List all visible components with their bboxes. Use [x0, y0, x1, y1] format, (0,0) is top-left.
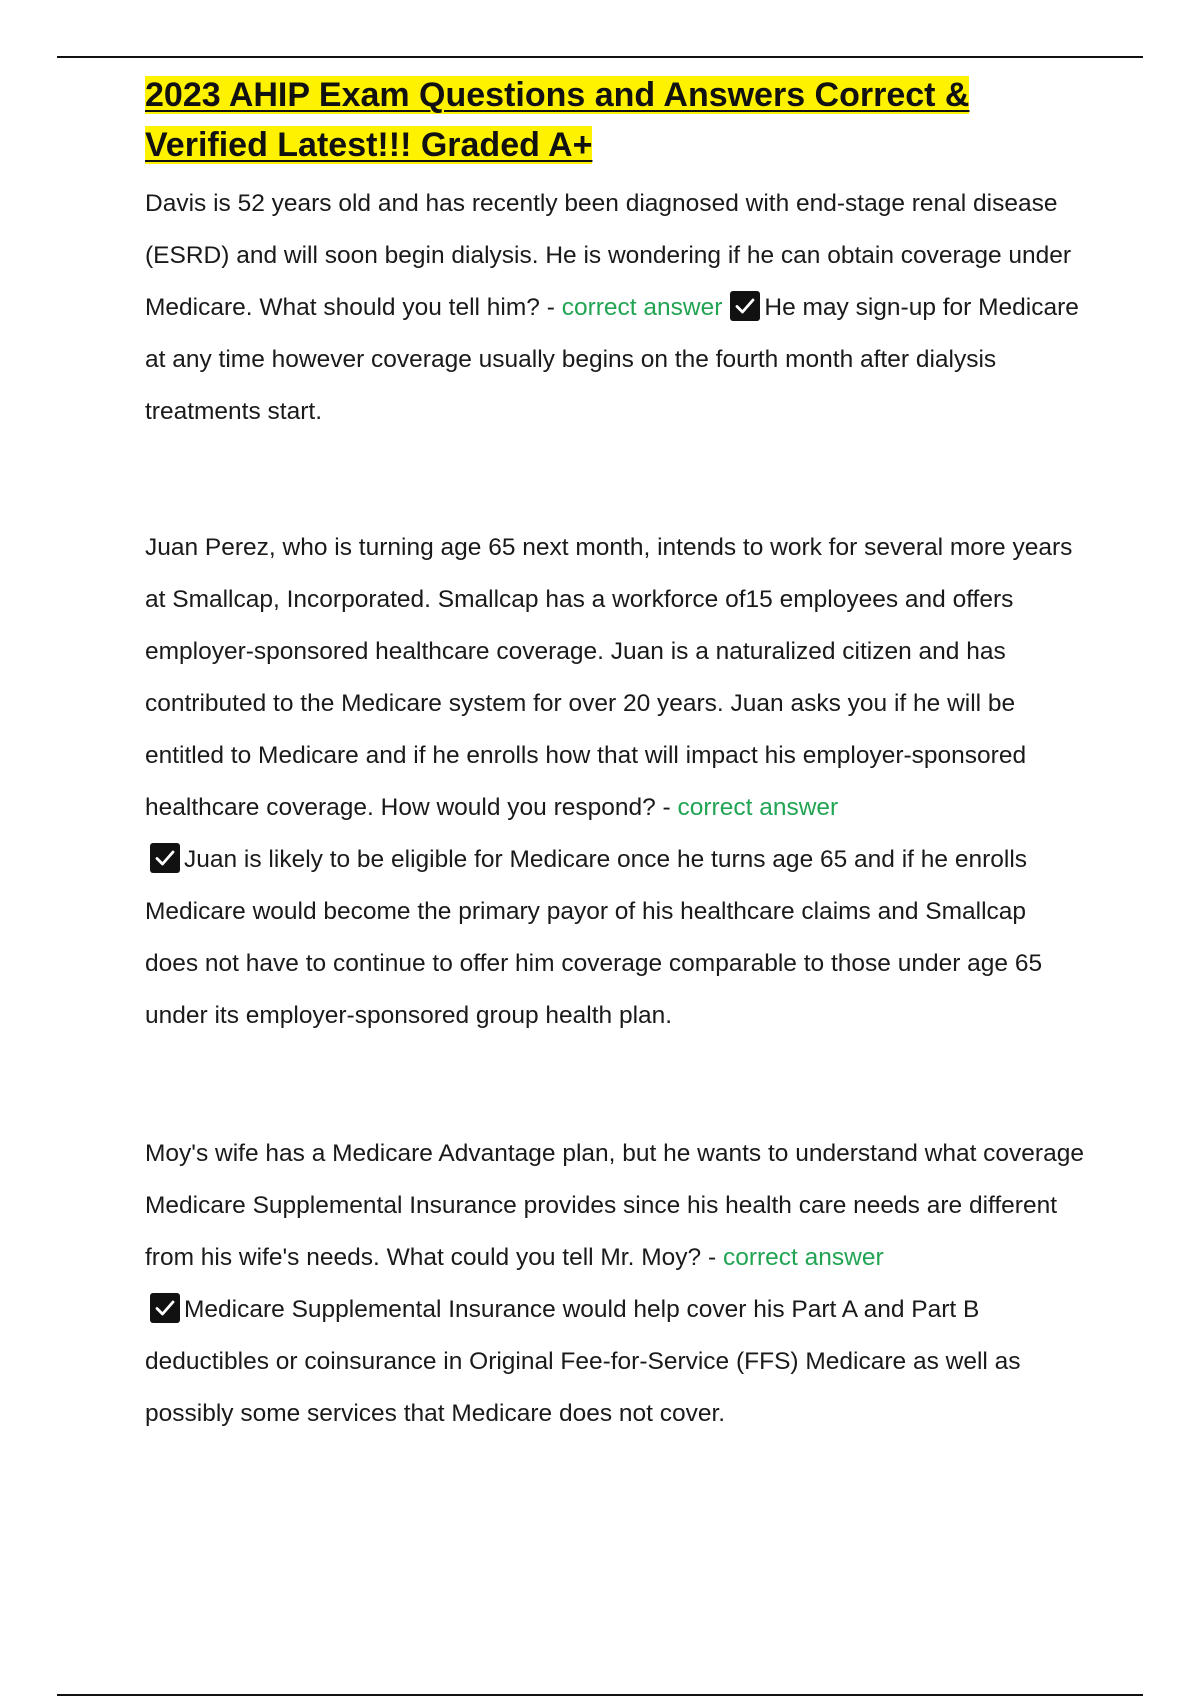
question-text: Davis is 52 years old and has recently been diagnosed with end-stage renal disease (ESRD) and will soon begin dialysis. He is wondering if he can obtain coverage under Medicare. What should you tell him?	[145, 190, 1072, 321]
checkmark-icon	[730, 291, 760, 321]
separator: -	[701, 1244, 723, 1271]
qa-item-2	[145, 522, 1085, 1042]
checkmark-icon	[150, 843, 180, 873]
top-rule	[57, 56, 1143, 58]
document-body	[145, 70, 1085, 1440]
separator: -	[539, 294, 562, 321]
separator: -	[655, 794, 678, 821]
question-text: Moy's wife has a Medicare Advantage plan, but he wants to understand what coverage Medicare Supplemental Insurance provides since his health care needs are different from his wife's needs. What could you tell Mr. Moy?	[145, 1140, 1084, 1271]
qa-item-3	[145, 1128, 1085, 1440]
question-text: Juan Perez, who is turning age 65 next month, intends to work for several more years at Smallcap, Incorporated. Smallcap has a workforce of15 employees and offers employer-sponsored healthcare coverage. Juan is a naturalized citizen and has contributed to the Medicare system for over 20 years. Juan asks you if he will be entitled to Medicare and if he enrolls how that will impact his employer-sponsored healthcare coverage. How would you respond?	[145, 534, 1073, 821]
correct-answer-label: correct answer	[561, 294, 723, 321]
correct-answer-label: correct answer	[677, 794, 839, 821]
answer-text: Medicare Supplemental Insurance would help cover his Part A and Part B deductibles or coinsurance in Original Fee-for-Service (FFS) Medicare as well as possibly some services that Medicare does not cover.	[145, 1296, 1021, 1427]
answer-text: Juan is likely to be eligible for Medicare once he turns age 65 and if he enrolls Medicare would become the primary payor of his healthcare claims and Smallcap does not have to continue to offer him coverage comparable to those under age 65 under its employer-sponsored group health plan.	[145, 846, 1043, 1029]
document-title	[145, 70, 1085, 170]
document-title-text: 2023 AHIP Exam Questions and Answers Correct & Verified Latest!!! Graded A+	[145, 76, 970, 164]
qa-item-1	[145, 178, 1085, 438]
answer-text: He may sign-up for Medicare at any time however coverage usually begins on the fourth month after dialysis treatments start.	[145, 294, 1079, 425]
bottom-rule	[57, 1694, 1143, 1696]
checkmark-icon	[150, 1293, 180, 1323]
correct-answer-label: correct answer	[722, 1244, 884, 1271]
